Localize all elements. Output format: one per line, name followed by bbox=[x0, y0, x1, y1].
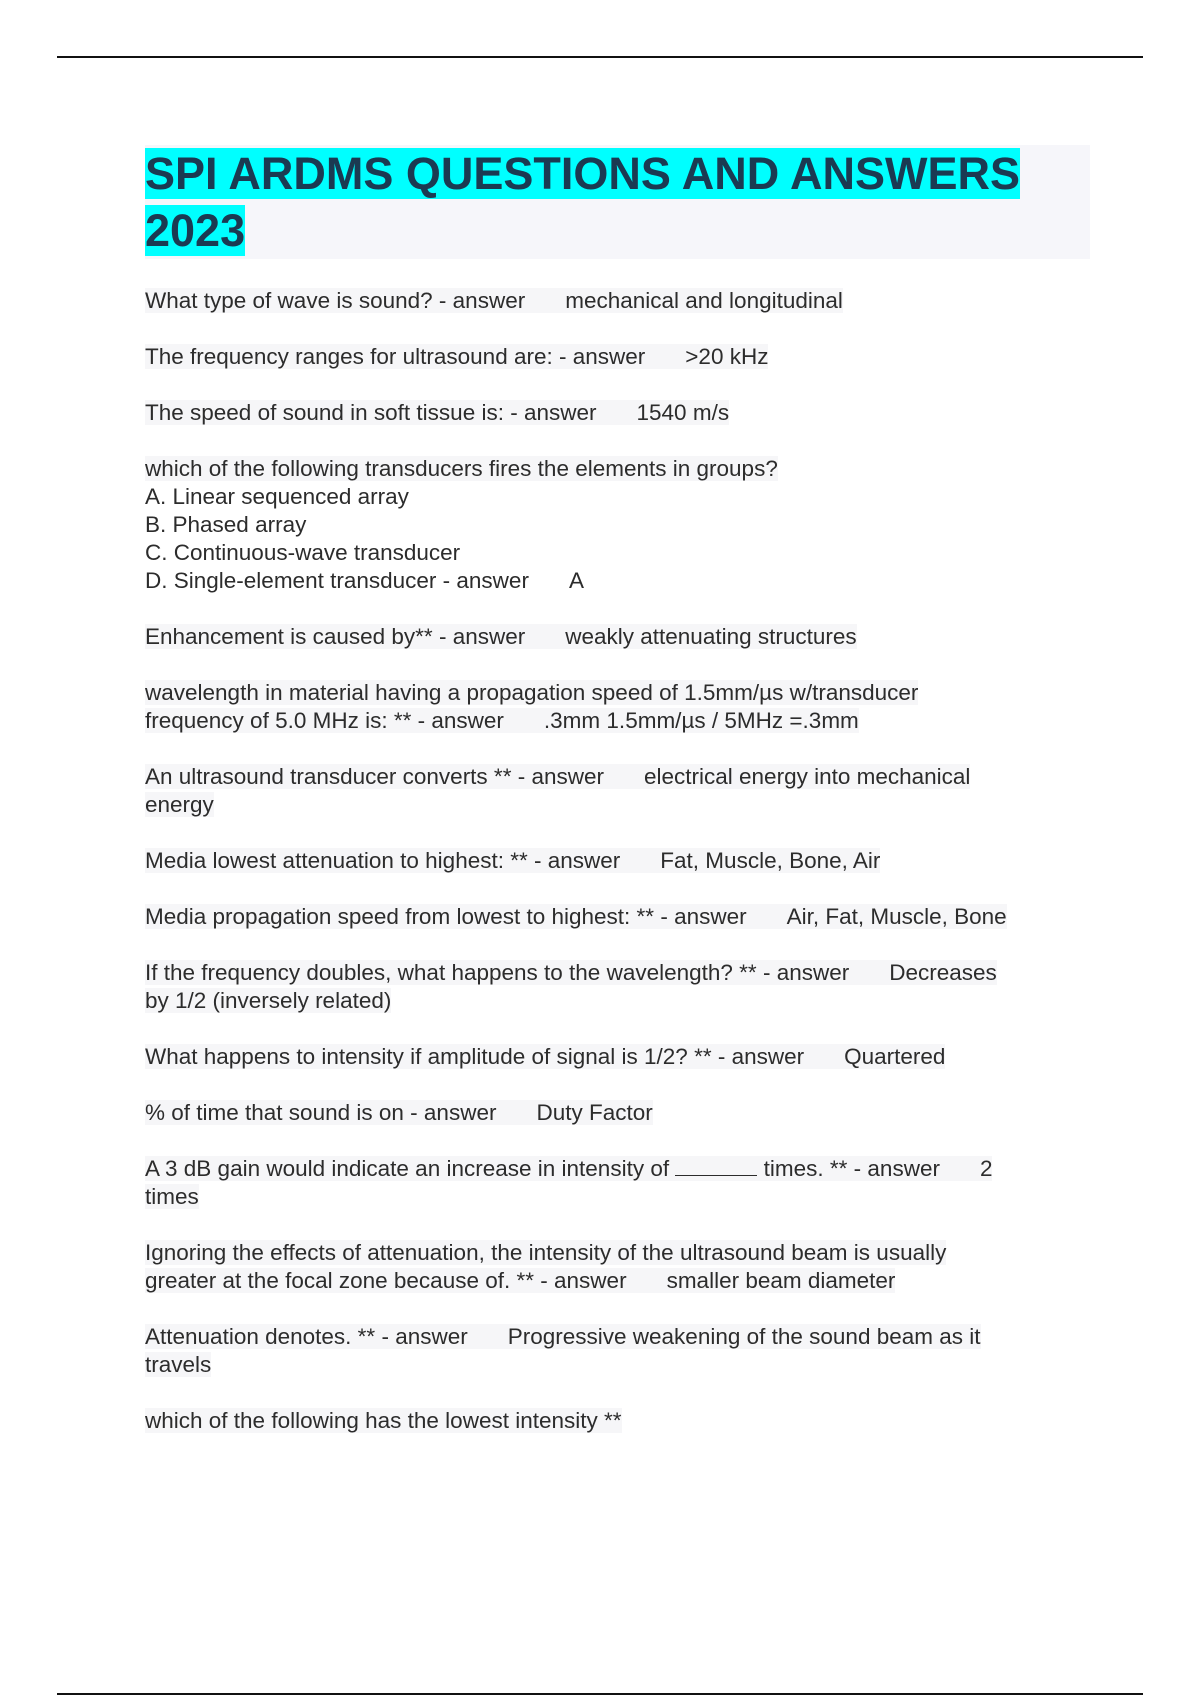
question-text-after-blank: times. ** bbox=[763, 1156, 848, 1181]
qa-item bbox=[145, 1407, 1090, 1435]
qa-item bbox=[145, 959, 1090, 1015]
answer-text: Fat, Muscle, Bone, Air bbox=[660, 848, 881, 873]
answer-text: weakly attenuating structures bbox=[565, 624, 857, 649]
answer-separator: - answer bbox=[417, 708, 504, 733]
qa-item bbox=[145, 1099, 1090, 1127]
answer-text-cont: times bbox=[145, 1184, 199, 1209]
answer-text: Decreases bbox=[889, 960, 997, 985]
answer-separator: - answer bbox=[660, 904, 747, 929]
answer-text: 1540 m/s bbox=[636, 400, 730, 425]
question-text: What type of wave is sound? bbox=[145, 288, 433, 313]
answer-text: 2 bbox=[979, 1156, 993, 1181]
answer-text: >20 kHz bbox=[685, 344, 769, 369]
qa-item bbox=[145, 1043, 1090, 1071]
answer-separator: - answer bbox=[438, 624, 526, 649]
qa-item bbox=[145, 1155, 1090, 1211]
question-text: Attenuation denotes. ** bbox=[145, 1324, 376, 1349]
qa-item bbox=[145, 455, 1090, 595]
answer-separator: - answer bbox=[410, 1100, 497, 1125]
question-text: % of time that sound is on bbox=[145, 1100, 404, 1125]
qa-item bbox=[145, 287, 1090, 315]
answer-separator: - answer bbox=[717, 1044, 805, 1069]
option-c: C. Continuous-wave transducer bbox=[145, 540, 461, 565]
question-text: greater at the focal zone because of. ** bbox=[145, 1268, 535, 1293]
option-b: B. Phased array bbox=[145, 512, 307, 537]
document-body bbox=[145, 145, 1090, 1463]
answer-separator: - answer bbox=[540, 1268, 627, 1293]
question-text: frequency of 5.0 MHz is: ** bbox=[145, 708, 412, 733]
answer-text-cont: by 1/2 (inversely related) bbox=[145, 988, 392, 1013]
answer-text: Quartered bbox=[844, 1044, 946, 1069]
qa-item bbox=[145, 623, 1090, 651]
question-text: A 3 dB gain would indicate an increase in intensity of bbox=[145, 1156, 670, 1181]
question-text: The speed of sound in soft tissue is: bbox=[145, 400, 504, 425]
answer-text-cont: energy bbox=[145, 792, 214, 817]
question-text: which of the following transducers fires the elements in groups? bbox=[145, 456, 778, 481]
qa-item bbox=[145, 847, 1090, 875]
question-text: Media lowest attenuation to highest: ** bbox=[145, 848, 528, 873]
title-block bbox=[145, 145, 1090, 259]
option-a: A. Linear sequenced array bbox=[145, 484, 409, 509]
fill-in-blank bbox=[675, 1157, 757, 1176]
question-text-line1: wavelength in material having a propagation speed of 1.5mm/µs w/transducer bbox=[145, 680, 919, 705]
answer-separator: - answer bbox=[381, 1324, 468, 1349]
answer-separator: - answer bbox=[510, 400, 597, 425]
answer-separator: - answer bbox=[762, 960, 850, 985]
answer-separator: - answer bbox=[534, 848, 621, 873]
answer-text: A bbox=[568, 568, 584, 593]
qa-item bbox=[145, 1239, 1090, 1295]
qa-item bbox=[145, 343, 1090, 371]
answer-text: mechanical and longitudinal bbox=[565, 288, 843, 313]
answer-text: .3mm 1.5mm/µs / 5MHz =.3mm bbox=[543, 708, 859, 733]
answer-separator: - answer bbox=[438, 288, 526, 313]
question-text: which of the following has the lowest intensity ** bbox=[145, 1408, 622, 1433]
question-text: Media propagation speed from lowest to highest: ** bbox=[145, 904, 655, 929]
option-d: D. Single-element transducer bbox=[145, 568, 437, 593]
answer-separator: - answer bbox=[442, 568, 529, 593]
answer-text-cont: travels bbox=[145, 1352, 212, 1377]
answer-separator: - answer bbox=[853, 1156, 940, 1181]
question-text: If the frequency doubles, what happens to the wavelength? ** bbox=[145, 960, 757, 985]
qa-item bbox=[145, 399, 1090, 427]
answer-separator: - answer bbox=[559, 344, 646, 369]
question-text: Enhancement is caused by** bbox=[145, 624, 433, 649]
qa-item bbox=[145, 903, 1090, 931]
question-text-line1: Ignoring the effects of attenuation, the intensity of the ultrasound beam is usually bbox=[145, 1240, 947, 1265]
question-text: What happens to intensity if amplitude of signal is 1/2? ** bbox=[145, 1044, 712, 1069]
question-text: An ultrasound transducer converts ** bbox=[145, 764, 512, 789]
answer-text: Progressive weakening of the sound beam as it bbox=[507, 1324, 981, 1349]
qa-item bbox=[145, 1323, 1090, 1379]
answer-text: smaller beam diameter bbox=[666, 1268, 896, 1293]
title-highlight: SPI ARDMS QUESTIONS AND ANSWERS 2023 bbox=[145, 148, 1021, 256]
qa-item bbox=[145, 763, 1090, 819]
answer-text: Air, Fat, Muscle, Bone bbox=[786, 904, 1007, 929]
question-text: The frequency ranges for ultrasound are: bbox=[145, 344, 553, 369]
answer-separator: - answer bbox=[517, 764, 604, 789]
top-rule bbox=[57, 56, 1143, 58]
bottom-rule bbox=[57, 1693, 1143, 1695]
page-title bbox=[145, 145, 1090, 259]
answer-text: electrical energy into mechanical bbox=[644, 764, 971, 789]
answer-text: Duty Factor bbox=[536, 1100, 653, 1125]
qa-item bbox=[145, 679, 1090, 735]
